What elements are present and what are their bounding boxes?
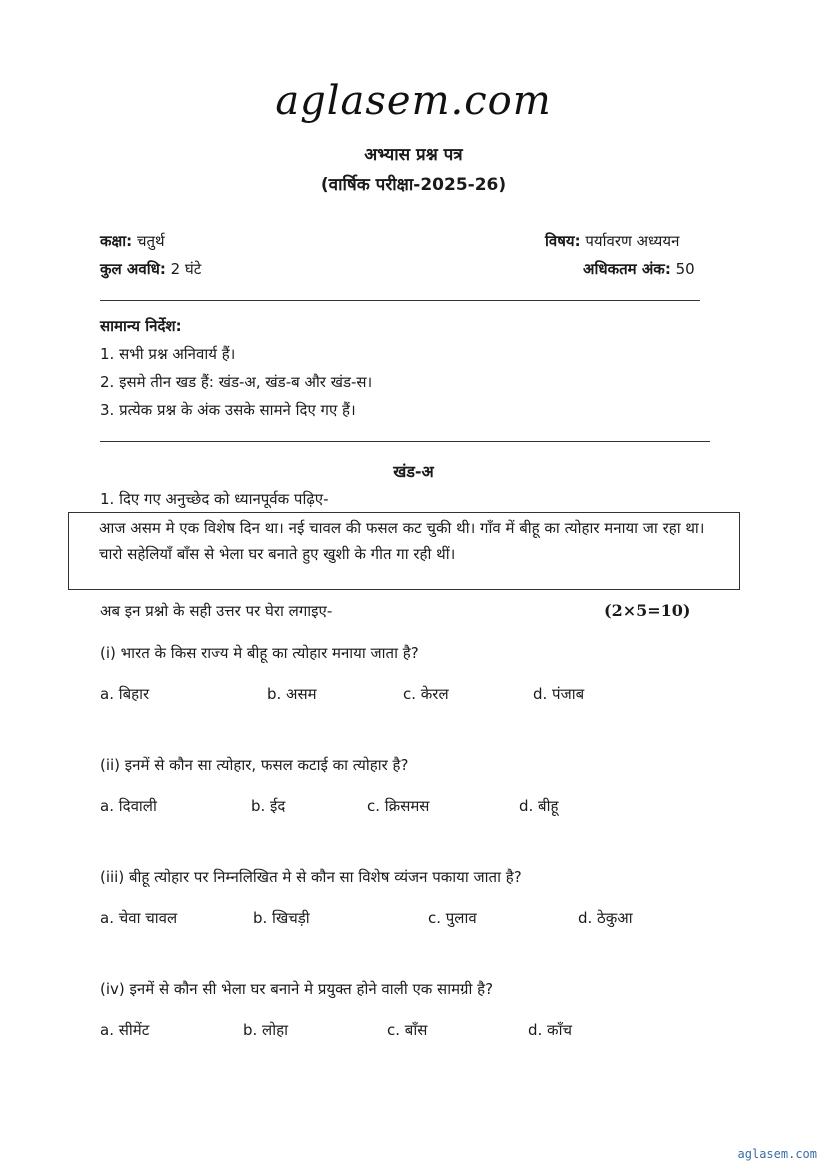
passage-box xyxy=(68,512,740,590)
section-title: खंड-अ xyxy=(393,462,434,481)
option: b. असम xyxy=(267,685,317,703)
max-marks-label: अधिकतम अंक: xyxy=(583,260,671,278)
option: a. बिहार xyxy=(100,685,150,703)
paper-title: अभ्यास प्रश्न पत्र xyxy=(364,145,463,165)
option: c. पुलाव xyxy=(428,909,477,927)
passage-text: आज असम मे एक विशेष दिन था। नई चावल की फसल कट चुकी थी। गाँव में बीहू का त्योहार मनाया जा रहा था। चारो सहेलियाँ बाँस से भेला घर बनाते हुए खुशी के गीत गा रही थीं। xyxy=(99,519,705,563)
class-label: कक्षा: xyxy=(100,232,133,250)
class-value: चतुर्थ xyxy=(136,232,165,250)
divider-top xyxy=(100,300,700,301)
option: b. लोहा xyxy=(243,1021,288,1039)
question-text: (i) भारत के किस राज्य मे बीहू का त्योहार मनाया जाता है? xyxy=(100,644,419,662)
question-text: (iii) बीहू त्योहार पर निम्नलिखित मे से कौन सा विशेष व्यंजन पकाया जाता है? xyxy=(100,868,522,886)
option: d. काँच xyxy=(528,1021,572,1039)
question-text: (ii) इनमें से कौन सा त्योहार, फसल कटाई का त्योहार है? xyxy=(100,756,409,774)
instruction-item: 2. इसमे तीन खड हैं: खंड-अ, खंड-ब और खंड-स। xyxy=(100,373,373,391)
max-marks-info xyxy=(583,259,695,279)
subject-value: पर्यावरण अध्ययन xyxy=(585,232,680,250)
option: a. सीमेंट xyxy=(100,1021,150,1039)
option: a. चेवा चावल xyxy=(100,909,178,927)
marks-label: (2×5=10) xyxy=(604,601,691,620)
instructions-heading: सामान्य निर्देश: xyxy=(100,317,182,335)
subject-label: विषय: xyxy=(545,232,581,250)
option: b. ईद xyxy=(251,797,286,815)
option: b. खिचड़ी xyxy=(253,909,310,927)
question-text: (iv) इनमें से कौन सी भेला घर बनाने मे प्रयुक्त होने वाली एक सामग्री है? xyxy=(100,980,494,998)
option: c. क्रिसमस xyxy=(367,797,430,815)
question-1-prompt: 1. दिए गए अनुच्छेद को ध्यानपूर्वक पढ़िए- xyxy=(100,490,329,508)
site-logo: aglasem.com xyxy=(275,78,552,124)
duration-value: 2 घंटे xyxy=(170,260,202,278)
option: d. बीहू xyxy=(519,797,559,815)
divider-bottom xyxy=(100,441,710,442)
option: d. पंजाब xyxy=(533,685,585,703)
instruction-item: 1. सभी प्रश्न अनिवार्य हैं। xyxy=(100,345,236,363)
answer-instruction: अब इन प्रश्नो के सही उत्तर पर घेरा लगाइए- xyxy=(100,602,333,620)
footer-site-link[interactable]: aglasem.com xyxy=(737,1147,817,1161)
max-marks-value: 50 xyxy=(675,260,695,278)
instruction-item: 3. प्रत्येक प्रश्न के अंक उसके सामने दिए गए हैं। xyxy=(100,401,356,419)
paper-subtitle: (वार्षिक परीक्षा-2025-26) xyxy=(320,175,507,195)
option: c. केरल xyxy=(403,685,449,703)
option: a. दिवाली xyxy=(100,797,157,815)
subject-info xyxy=(545,231,679,251)
duration-label: कुल अवधि: xyxy=(100,260,166,278)
option: c. बाँस xyxy=(387,1021,428,1039)
duration-info xyxy=(100,259,201,279)
option: d. ठेकुआ xyxy=(578,909,633,927)
class-info xyxy=(100,231,165,251)
